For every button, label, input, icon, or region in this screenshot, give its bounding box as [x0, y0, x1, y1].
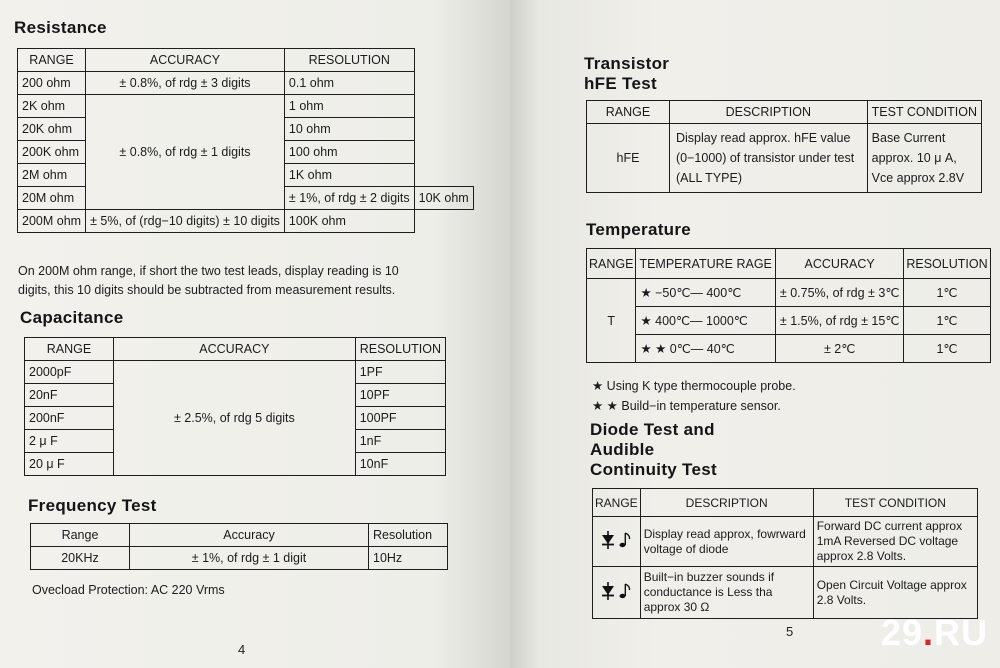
col-header-resolution: RESOLUTION: [284, 49, 414, 72]
capacitance-heading: Capacitance: [20, 308, 124, 327]
temp-range-cell: ★ ★ 0℃— 40℃: [636, 335, 775, 363]
frequency-heading: Frequency Test: [28, 496, 157, 515]
table-row: [18, 210, 474, 233]
table-header-row: [587, 249, 991, 279]
condition-cell: Forward DC current approx 1mA Reversed DC voltage approx 2.8 Volts.: [813, 517, 977, 567]
diode-buzzer-symbol: [601, 531, 631, 549]
col-header-description: DESCRIPTION: [670, 101, 868, 124]
range-cell: 200nF: [25, 407, 114, 430]
resolution-cell: 1K ohm: [284, 164, 414, 187]
diode-table: [592, 488, 978, 619]
table-row: [593, 517, 978, 567]
range-cell: 20M ohm: [18, 187, 86, 210]
diode-heading-line2: Audible: [590, 440, 655, 459]
range-cell: 2K ohm: [18, 95, 86, 118]
table-header-row: [18, 49, 474, 72]
diode-icon: [601, 582, 615, 600]
table-header-row: [587, 101, 982, 124]
col-header-test-condition: TEST CONDITION: [813, 489, 977, 517]
accuracy-cell: ± 0.8%, of rdg ± 3 digits: [86, 72, 285, 95]
accuracy-cell: ± 5%, of (rdg−10 digits) ± 10 digits: [86, 210, 285, 233]
capacitance-table: [24, 337, 446, 476]
temp-range-cell: ★ 400℃— 1000℃: [636, 307, 775, 335]
diode-heading: Diode Test and: [590, 420, 715, 439]
table-row: [593, 567, 978, 619]
col-header-resolution: Resolution: [369, 524, 448, 547]
range-cell: T: [587, 279, 636, 363]
watermark-number: 29: [880, 612, 923, 653]
resolution-cell: 10K ohm: [414, 187, 473, 210]
transistor-heading: Transistor: [584, 54, 670, 73]
col-header-accuracy: Accuracy: [130, 524, 369, 547]
diode-heading-line3: Continuity Test: [590, 460, 717, 479]
condition-cell: [867, 124, 981, 193]
range-cell: [593, 567, 641, 619]
table-row: [18, 95, 474, 118]
description-line: (0−1000) of transistor under test: [676, 151, 855, 165]
resolution-cell: 10Hz: [369, 547, 448, 570]
resolution-cell: 1nF: [355, 430, 445, 453]
resistance-note-line1: On 200M ohm range, if short the two test leads, display reading is 10: [18, 264, 399, 278]
resolution-cell: 100PF: [355, 407, 445, 430]
table-header-row: [593, 489, 978, 517]
condition-line: Base Current: [871, 131, 946, 145]
resolution-cell: 0.1 ohm: [284, 72, 414, 95]
overload-protection-note: Ovecload Protection: AC 220 Vrms: [32, 583, 225, 597]
resolution-cell: 100 ohm: [284, 141, 414, 164]
table-row: [587, 279, 991, 307]
right-page: [510, 0, 1000, 668]
music-note-icon: [619, 583, 631, 599]
temperature-note-2: ★ ★ Build−in temperature sensor.: [592, 399, 781, 413]
col-header-description: DESCRIPTION: [640, 489, 813, 517]
resolution-cell: 10PF: [355, 384, 445, 407]
accuracy-cell: ± 2.5%, of rdg 5 digits: [114, 361, 356, 476]
resolution-cell: 1℃: [904, 335, 990, 363]
description-cell: Display read approx, fowrward voltage of diode: [640, 517, 813, 567]
transistor-table: [586, 100, 982, 193]
resistance-table: [17, 48, 474, 233]
description-line: Display read approx. hFE value: [676, 131, 851, 145]
condition-cell: Open Circuit Voltage approx 2.8 Volts.: [813, 567, 977, 619]
accuracy-cell: ± 0.75%, of rdg ± 3℃: [775, 279, 903, 307]
resolution-cell: 1PF: [355, 361, 445, 384]
page-number: 5: [786, 624, 794, 639]
temperature-heading: Temperature: [586, 220, 692, 239]
resolution-cell: 10nF: [355, 453, 445, 476]
range-cell: 2000pF: [25, 361, 114, 384]
watermark-domain: RU: [934, 612, 988, 653]
col-header-resolution: RESOLUTION: [355, 338, 445, 361]
table-row: [18, 72, 474, 95]
table-row: [587, 307, 991, 335]
temperature-note-1: ★ Using K type thermocouple probe.: [592, 379, 796, 393]
site-watermark: [881, 612, 988, 654]
accuracy-cell: ± 1%, of rdg ± 2 digits: [284, 187, 414, 210]
accuracy-cell: ± 1.5%, of rdg ± 15℃: [775, 307, 903, 335]
range-cell: [593, 517, 641, 567]
col-header-accuracy: ACCURACY: [86, 49, 285, 72]
range-cell: 20KHz: [31, 547, 130, 570]
range-cell: hFE: [587, 124, 670, 193]
resolution-cell: 10 ohm: [284, 118, 414, 141]
accuracy-cell: ± 2℃: [775, 335, 903, 363]
condition-line: Vce approx 2.8V: [871, 171, 965, 185]
range-cell: 2 μ F: [25, 430, 114, 453]
col-header-resolution: RESOLUTION: [904, 249, 990, 279]
table-header-row: [25, 338, 446, 361]
col-header-range: RANGE: [593, 489, 641, 517]
table-row: [587, 124, 982, 193]
resolution-cell: 1℃: [904, 279, 990, 307]
frequency-table: [30, 523, 448, 570]
col-header-accuracy: ACCURACY: [114, 338, 356, 361]
col-header-test-condition: TEST CONDITION: [867, 101, 981, 124]
temperature-table: [586, 248, 991, 363]
diode-buzzer-symbol: [601, 582, 631, 600]
page-number: 4: [238, 642, 246, 657]
col-header-range: RANGE: [25, 338, 114, 361]
range-cell: 200 ohm: [18, 72, 86, 95]
music-note-icon: [619, 532, 631, 548]
table-header-row: [31, 524, 448, 547]
col-header-accuracy: ACCURACY: [775, 249, 903, 279]
description-cell: [670, 124, 868, 193]
resolution-cell: 100K ohm: [284, 210, 414, 233]
col-header-range: RANGE: [587, 249, 636, 279]
resolution-cell: 1℃: [904, 307, 990, 335]
transistor-heading-line2: hFE Test: [584, 74, 657, 93]
range-cell: 20K ohm: [18, 118, 86, 141]
resolution-cell: 1 ohm: [284, 95, 414, 118]
temp-range-cell: ★ −50℃— 400℃: [636, 279, 775, 307]
range-cell: 200M ohm: [18, 210, 86, 233]
table-row: [31, 547, 448, 570]
resistance-heading: Resistance: [14, 18, 107, 37]
table-row: [587, 335, 991, 363]
col-header-temperature-range: TEMPERATURE RAGE: [636, 249, 775, 279]
condition-line: approx. 10 μ A,: [871, 151, 957, 165]
accuracy-cell: ± 0.8%, of rdg ± 1 digits: [86, 95, 285, 210]
table-row: [25, 361, 446, 384]
col-header-range: RANGE: [587, 101, 670, 124]
col-header-range: RANGE: [18, 49, 86, 72]
description-line: (ALL TYPE): [676, 171, 742, 185]
watermark-dot: .: [922, 612, 934, 653]
description-cell: Built−in buzzer sounds if conductance is Less tha approx 30 Ω: [640, 567, 813, 619]
range-cell: 20nF: [25, 384, 114, 407]
range-cell: 200K ohm: [18, 141, 86, 164]
range-cell: 2M ohm: [18, 164, 86, 187]
accuracy-cell: ± 1%, of rdg ± 1 digit: [130, 547, 369, 570]
diode-icon: [601, 531, 615, 549]
resistance-note-line2: digits, this 10 digits should be subtracted from measurement results.: [18, 283, 396, 297]
col-header-range: Range: [31, 524, 130, 547]
range-cell: 20 μ F: [25, 453, 114, 476]
